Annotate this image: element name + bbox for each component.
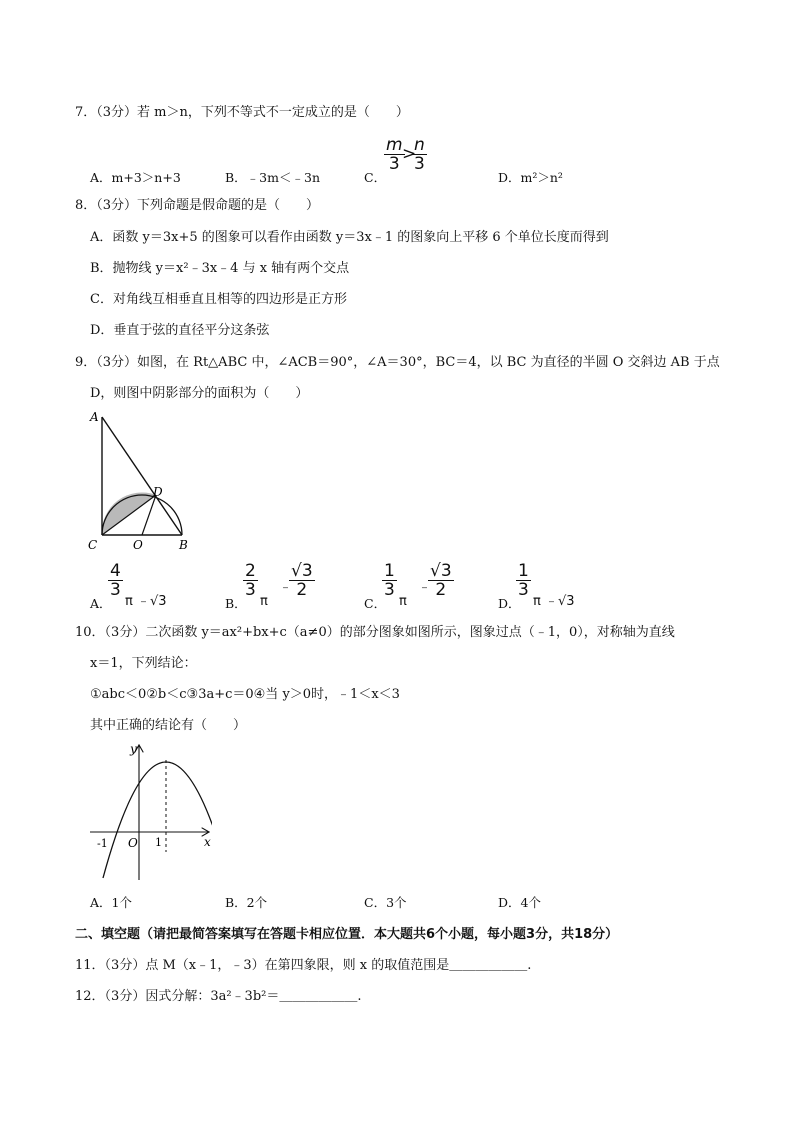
q8-option-c: C．对角线互相垂直且相等的四边形是正方形 bbox=[90, 292, 347, 307]
q9-stem-line2: D，则图中阴影部分的面积为（ ） bbox=[90, 386, 309, 401]
label-x: x bbox=[204, 835, 211, 849]
q9-b-num2: √3 bbox=[291, 561, 313, 581]
q9-b-minus: ﹣ bbox=[279, 580, 293, 595]
q9-a-den: 3 bbox=[110, 580, 121, 600]
label-y: y bbox=[130, 742, 137, 756]
q10-stem-line4: 其中正确的结论有（ ） bbox=[90, 718, 247, 733]
q9-c-fraction1 bbox=[382, 562, 397, 599]
q10-option-d: D．4个 bbox=[498, 895, 541, 910]
q9-d-den: 3 bbox=[518, 580, 529, 600]
q9-option-d bbox=[498, 560, 608, 610]
q9-d-tail: π ﹣√3 bbox=[533, 594, 575, 609]
q11-text: 11．（3分）点 M（x﹣1，﹣3）在第四象限，则 x 的取值范围是＿＿＿＿＿＿. bbox=[75, 958, 532, 973]
section2-title: 二、填空题（请把最简答案填写在答题卡相应位置．本大题共6个小题，每小题3分，共18分） bbox=[75, 927, 619, 942]
q10-option-b: B．2个 bbox=[225, 895, 268, 910]
q9-b-fraction1 bbox=[243, 562, 258, 599]
q9-b-den: 3 bbox=[245, 580, 256, 600]
q9-a-label: A． bbox=[90, 596, 112, 611]
q10-stem-line1: 10．（3分）二次函数 y＝ax²+bx+c（a≠0）的部分图象如图所示，图象过点（﹣1，0），对称轴为直线 bbox=[75, 625, 675, 640]
q9-c-den: 3 bbox=[384, 580, 395, 600]
q10-stem-line2: x＝1，下列结论： bbox=[90, 656, 197, 671]
q12-text: 12．（3分）因式分解：3a²﹣3b²＝＿＿＿＿＿＿. bbox=[75, 989, 362, 1004]
label-a: A bbox=[90, 410, 99, 424]
q9-d-label: D． bbox=[498, 596, 521, 611]
q9-c-den2: 2 bbox=[435, 580, 447, 600]
q7-option-b: B．﹣3m＜﹣3n bbox=[225, 170, 320, 185]
q7-c-right-fraction bbox=[412, 136, 427, 173]
q9-option-c bbox=[364, 560, 484, 610]
q9-stem-line1: 9．（3分）如图，在 Rt△ABC 中，∠ACB＝90°，∠A＝30°，BC＝4，以 BC 为直径的半圆 O 交斜边 AB 于点 bbox=[75, 355, 720, 370]
q9-a-fraction bbox=[108, 562, 123, 599]
label-b: B bbox=[179, 538, 188, 552]
q9-figure bbox=[80, 405, 210, 555]
q9-c-minus: ﹣ bbox=[418, 580, 432, 595]
q7-stem: 7．（3分）若 m＞n，下列不等式不一定成立的是（ ） bbox=[75, 105, 409, 120]
label-o: O bbox=[133, 538, 143, 552]
q7-option-a: A．m+3＞n+3 bbox=[90, 170, 181, 185]
q9-c-num2: √3 bbox=[430, 561, 452, 581]
q10-option-a: A．1个 bbox=[90, 895, 132, 910]
label-d: D bbox=[153, 485, 163, 499]
q9-b-label: B． bbox=[225, 596, 247, 611]
q7-c-right-den: 3 bbox=[414, 154, 425, 174]
q9-d-fraction bbox=[516, 562, 531, 599]
q8-option-b: B．抛物线 y＝x²﹣3x﹣4 与 x 轴有两个交点 bbox=[90, 261, 350, 276]
q10-figure bbox=[88, 740, 218, 885]
q9-c-label: C． bbox=[364, 596, 387, 611]
q8-option-a: A．函数 y＝3x+5 的图象可以看作由函数 y＝3x﹣1 的图象向上平移 6 个单位长度而得到 bbox=[90, 230, 609, 245]
q10-option-c: C．3个 bbox=[364, 895, 407, 910]
q9-b-fraction2 bbox=[289, 562, 315, 599]
q9-option-a bbox=[90, 560, 200, 610]
label-one: 1 bbox=[155, 836, 162, 849]
q9-b-den2: 2 bbox=[296, 580, 308, 600]
q7-option-d: D．m²＞n² bbox=[498, 170, 563, 185]
q9-c-pi: π bbox=[399, 594, 407, 609]
q8-option-d: D．垂直于弦的直径平分这条弦 bbox=[90, 323, 270, 338]
q7-option-c-label: C． bbox=[364, 170, 387, 185]
parabola-curve bbox=[103, 762, 218, 878]
q9-b-pi: π bbox=[260, 594, 268, 609]
q9-option-b bbox=[225, 560, 345, 610]
q9-c-fraction2 bbox=[428, 562, 454, 599]
label-c: C bbox=[88, 538, 98, 552]
q9-a-tail: π ﹣√3 bbox=[125, 594, 167, 609]
q7-c-left-num: m bbox=[386, 135, 403, 155]
q8-stem: 8．（3分）下列命题是假命题的是（ ） bbox=[75, 198, 320, 213]
q7-c-relation: > bbox=[402, 144, 417, 164]
label-o: O bbox=[128, 836, 138, 850]
label-neg1: -1 bbox=[97, 837, 108, 850]
q7-c-right-num: n bbox=[412, 136, 427, 155]
q9-b-num: 2 bbox=[245, 561, 256, 581]
q7-c-left-den: 3 bbox=[388, 154, 400, 174]
q9-a-num: 4 bbox=[110, 561, 121, 581]
q9-c-num: 1 bbox=[384, 561, 395, 581]
q9-d-num: 1 bbox=[518, 561, 529, 581]
q10-stem-line3: ①abc＜0②b＜c③3a+c＝0④当 y＞0时，﹣1＜x＜3 bbox=[90, 687, 400, 702]
